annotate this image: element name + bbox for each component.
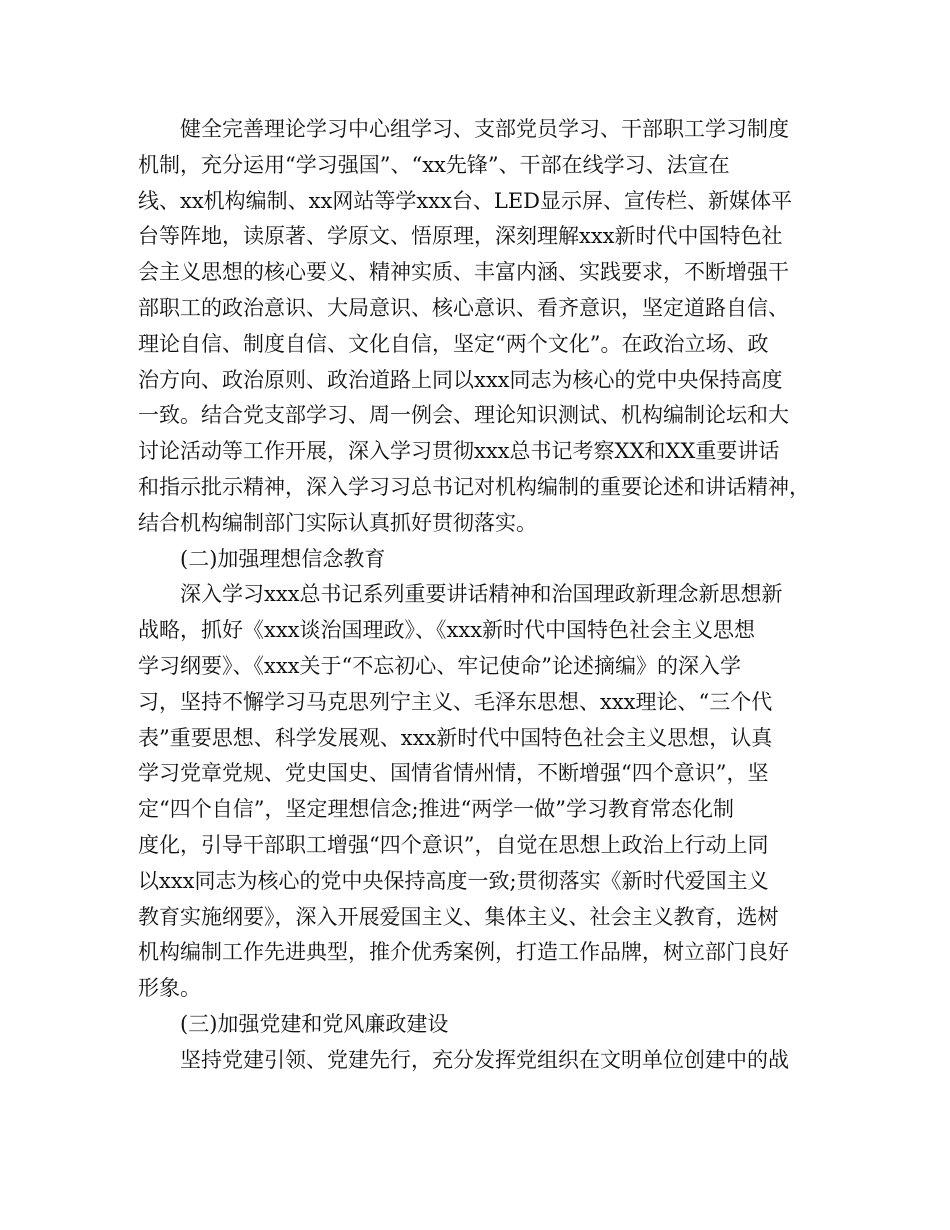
paragraph-line: 会主义思想的核心要义、精神实质、丰富内涵、实践要求，不断增强干 (138, 260, 789, 285)
section-heading: (二)加强理想信念教育 (180, 546, 386, 571)
paragraph-line: 战略，抓好《xxx谈治国理政》、《xxx新时代中国特色社会主义思想 (138, 618, 756, 643)
paragraph-line: 教育实施纲要》，深入开展爱国主义、集体主义、社会主义教育，选树 (138, 904, 779, 929)
paragraph-line: 度化，引导干部职工增强“四个意识”，自觉在思想上政治上行动上同 (138, 832, 769, 857)
paragraph-line: 理论自信、制度自信、文化自信，坚定“两个文化”。在政治立场、政 (138, 331, 769, 356)
paragraph-line: 健全完善理论学习中心组学习、支部党员学习、干部职工学习制度 (180, 117, 789, 141)
paragraph-line: 线、xx机构编制、xx网站等学xxx台、LED显示屏、宣传栏、新媒体平 (138, 188, 793, 213)
paragraph-line: 机构编制工作先进典型，推介优秀案例，打造工作品牌，树立部门良好 (138, 940, 789, 965)
paragraph-line: 台等阵地，读原著、学原文、悟原理，深刻理解xxx新时代中国特色社 (138, 224, 783, 249)
paragraph-line: 一致。结合党支部学习、周一例会、理论知识测试、机构编制论坛和大 (138, 403, 789, 428)
paragraph-line: 学习纲要》、《xxx关于“不忘初心、牢记使命”论述摘编》的深入学 (138, 653, 741, 678)
paragraph-line: 以xxx同志为核心的党中央保持高度一致;贯彻落实《新时代爱国主义 (138, 868, 769, 893)
paragraph-line: 表”重要思想、科学发展观、xxx新时代中国特色社会主义思想，认真 (138, 725, 773, 750)
paragraph-line: 学习党章党规、党史国史、国情省情州情，不断增强“四个意识”，坚 (138, 761, 769, 786)
paragraph-line: 定“四个自信”，坚定理想信念;推进“两学一做”学习教育常态化制 (138, 797, 735, 822)
paragraph-line: 结合机构编制部门实际认真抓好贯彻落实。 (138, 510, 537, 535)
paragraph-line: 治方向、政治原则、政治道路上同以xxx同志为核心的党中央保持高度 (138, 367, 783, 392)
paragraph-line: 讨论活动等工作开展，深入学习贯彻xxx总书记考察XX和XX重要讲话 (138, 439, 780, 464)
paragraph-line: 形象。 (138, 976, 201, 1001)
paragraph-line: 深入学习xxx总书记系列重要讲话精神和治国理政新理念新思想新 (180, 582, 783, 607)
section-heading: (三)加强党建和党风廉政建设 (180, 1011, 449, 1036)
paragraph-line: 坚持党建引领、党建先行，充分发挥党组织在文明单位创建中的战 (180, 1047, 789, 1072)
document-body (138, 112, 822, 1079)
paragraph-line: 习，坚持不懈学习马克思列宁主义、毛泽东思想、xxx理论、“三个代 (138, 689, 773, 714)
paragraph-line: 机制，充分运用“学习强国”、“xx先锋”、干部在线学习、法宣在 (138, 152, 730, 177)
paragraph-line: 和指示批示精神，深入学习习总书记对机构编制的重要论述和讲话精神， (138, 474, 810, 499)
paragraph-line: 部职工的政治意识、大局意识、核心意识、看齐意识，坚定道路自信、 (138, 295, 789, 320)
